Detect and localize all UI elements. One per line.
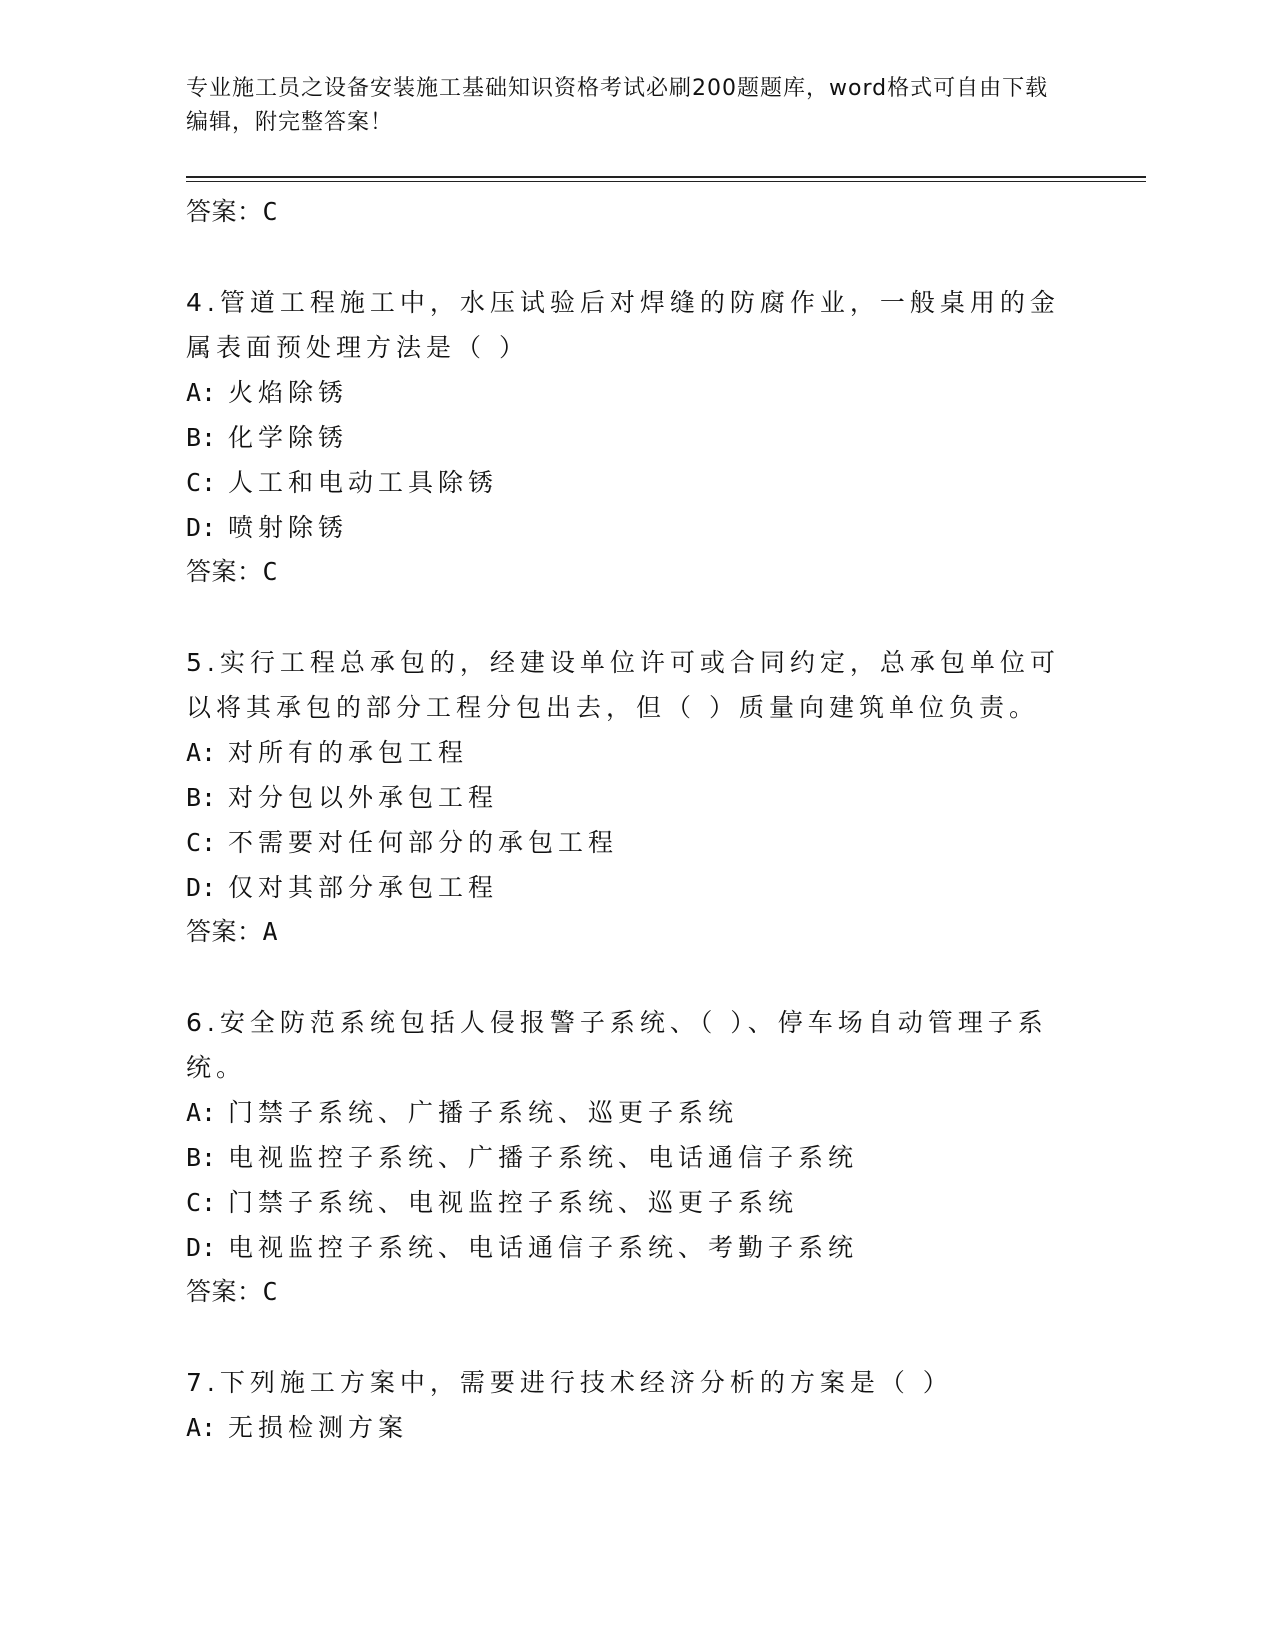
option-c — [186, 820, 1086, 865]
question-stem: 4.管道工程施工中，水压试验后对焊缝的防腐作业，一般桌用的金属表面预处理方法是（ ） — [186, 288, 1060, 362]
option-text: 无损检测方案 — [228, 1413, 409, 1442]
option-text: 不需要对任何部分的承包工程 — [228, 828, 619, 857]
option-text: 电视监控子系统、电话通信子系统、考勤子系统 — [228, 1233, 859, 1262]
answer-label: 答案： — [186, 1277, 263, 1306]
option-b — [186, 775, 1086, 820]
option-text: 对分包以外承包工程 — [228, 783, 499, 812]
answer-value: A — [262, 917, 279, 946]
header-divider-thick — [186, 176, 1146, 178]
option-key: C: — [186, 1188, 217, 1217]
answer-line — [186, 190, 1086, 234]
option-key: B: — [186, 1143, 217, 1172]
option-key: A: — [186, 738, 217, 767]
answer-label: 答案： — [186, 557, 263, 586]
option-a — [186, 370, 1086, 415]
question-stem: 6.安全防范系统包括人侵报警子系统、（ ）、停车场自动管理子系统。 — [186, 1008, 1048, 1082]
answer-label: 答案： — [186, 197, 263, 226]
option-text: 喷射除锈 — [228, 513, 349, 542]
option-text: 化学除锈 — [228, 423, 349, 452]
option-text: 对所有的承包工程 — [228, 738, 469, 767]
option-key: D: — [186, 873, 217, 902]
option-text: 门禁子系统、广播子系统、巡更子系统 — [228, 1098, 739, 1127]
question-item — [186, 640, 1086, 954]
option-key: A: — [186, 1413, 217, 1442]
option-b — [186, 1135, 1086, 1180]
option-text: 电视监控子系统、广播子系统、电话通信子系统 — [228, 1143, 859, 1172]
question-list — [186, 190, 1086, 1450]
option-d — [186, 505, 1086, 550]
question-item — [186, 1360, 1086, 1450]
answer-line — [186, 910, 1086, 954]
answer-line — [186, 550, 1086, 594]
option-key: B: — [186, 423, 217, 452]
option-a — [186, 1090, 1086, 1135]
option-a — [186, 730, 1086, 775]
option-key: C: — [186, 828, 217, 857]
option-key: B: — [186, 783, 217, 812]
answer-line — [186, 1270, 1086, 1314]
option-d — [186, 865, 1086, 910]
question-item — [186, 1000, 1086, 1314]
option-text: 仅对其部分承包工程 — [228, 873, 499, 902]
option-text: 火焰除锈 — [228, 378, 349, 407]
option-key: C: — [186, 468, 217, 497]
option-a — [186, 1405, 1086, 1450]
answer-value: C — [262, 557, 279, 586]
question-stem: 7.下列施工方案中，需要进行技术经济分析的方案是（ ） — [186, 1368, 953, 1397]
option-key: D: — [186, 1233, 217, 1262]
option-b — [186, 415, 1086, 460]
option-key: A: — [186, 1098, 217, 1127]
option-d — [186, 1225, 1086, 1270]
question-item — [186, 280, 1086, 594]
option-text: 门禁子系统、电视监控子系统、巡更子系统 — [228, 1188, 799, 1217]
option-c — [186, 460, 1086, 505]
option-key: D: — [186, 513, 217, 542]
option-c — [186, 1180, 1086, 1225]
answer-value: C — [262, 197, 279, 226]
page-header-title: 专业施工员之设备安装施工基础知识资格考试必刷200题题库，word格式可自由下载编辑，附完整答案！ — [186, 76, 1049, 135]
option-key: A: — [186, 378, 217, 407]
option-text: 人工和电动工具除锈 — [228, 468, 499, 497]
answer-value: C — [262, 1277, 279, 1306]
header-divider-thin — [186, 181, 1146, 182]
answer-label: 答案： — [186, 917, 263, 946]
question-stem: 5.实行工程总承包的，经建设单位许可或合同约定，总承包单位可以将其承包的部分工程分包出去，但（ ）质量向建筑单位负责。 — [186, 648, 1060, 722]
